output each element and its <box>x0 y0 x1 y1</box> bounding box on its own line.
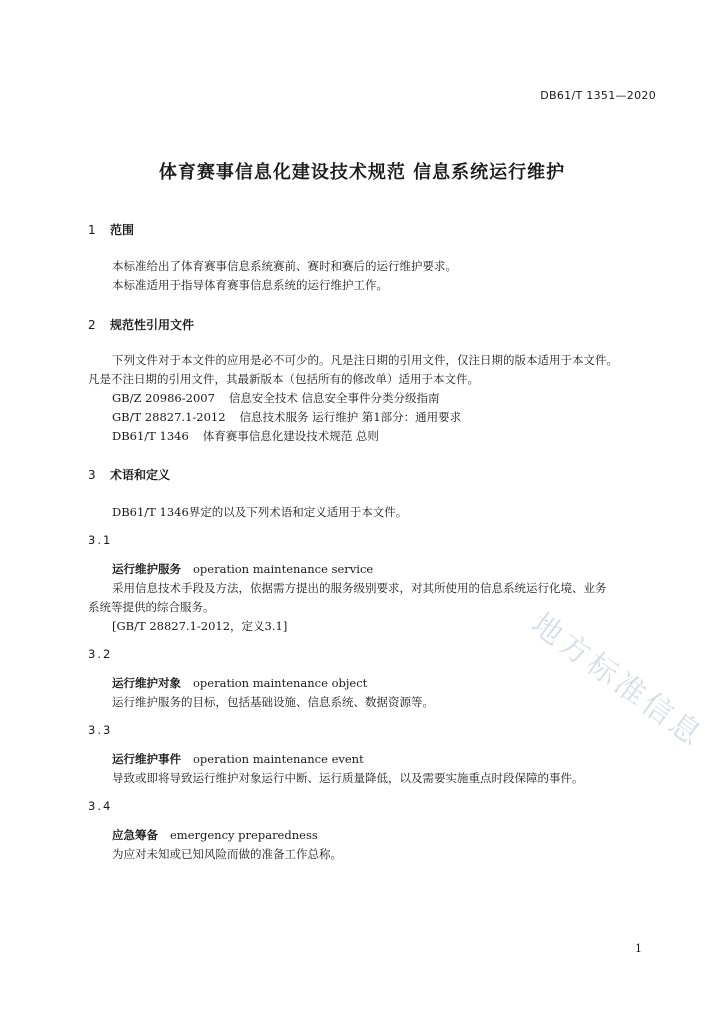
term-chinese: 运行维护事件 <box>112 752 181 766</box>
term-entry <box>112 675 367 691</box>
reference-code: DB61/T 1346 <box>112 429 189 443</box>
term-entry <box>112 751 364 767</box>
reference-name: 信息技术服务 运行维护 第1部分：通用要求 <box>239 410 462 424</box>
term-number: 3.1 <box>88 533 113 547</box>
term-chinese: 运行维护对象 <box>112 676 181 690</box>
section-3-heading <box>88 466 170 483</box>
term-number: 3.2 <box>88 647 113 661</box>
term-number: 3.4 <box>88 799 113 813</box>
term-definition: 采用信息技术手段及方法，依据需方提出的服务级别要求，对其所使用的信息系统运行化境、业务 <box>112 581 607 595</box>
paragraph: 下列文件对于本文件的应用是必不可少的。凡是注日期的引用文件，仅注日期的版本适用于本文件。 <box>112 353 618 367</box>
term-english: operation maintenance service <box>193 562 374 576</box>
document-title: 体育赛事信息化建设技术规范 信息系统运行维护 <box>158 162 566 183</box>
reference-item <box>112 390 440 406</box>
reference-code: GB/T 28827.1-2012 <box>112 410 226 424</box>
reference-code: GB/Z 20986-2007 <box>112 391 215 405</box>
term-definition: 系统等提供的综合服务。 <box>88 600 215 614</box>
term-english: emergency preparedness <box>170 828 318 842</box>
section-number: 1 <box>88 223 96 237</box>
section-title: 范围 <box>110 223 135 237</box>
paragraph: 凡是不注日期的引用文件，其最新版本（包括所有的修改单）适用于本文件。 <box>88 372 479 386</box>
page-number: 1 <box>635 942 642 955</box>
section-number: 2 <box>88 318 96 332</box>
watermark: 地方标准信息 <box>524 606 711 755</box>
paragraph: 本标准给出了体育赛事信息系统赛前、赛时和赛后的运行维护要求。 <box>112 259 457 273</box>
section-title: 术语和定义 <box>110 468 171 482</box>
term-number: 3.3 <box>88 723 113 737</box>
term-entry <box>112 827 318 843</box>
reference-name: 信息安全技术 信息安全事件分类分级指南 <box>228 391 440 405</box>
reference-item <box>112 428 379 444</box>
section-title: 规范性引用文件 <box>110 318 195 332</box>
reference-item <box>112 409 461 425</box>
section-1-heading <box>88 221 134 238</box>
term-english: operation maintenance object <box>193 676 368 690</box>
term-source: [GB/T 28827.1-2012，定义3.1] <box>112 619 288 633</box>
paragraph: DB61/T 1346界定的以及下列术语和定义适用于本文件。 <box>112 505 408 519</box>
term-chinese: 运行维护服务 <box>112 562 181 576</box>
section-number: 3 <box>88 468 96 482</box>
paragraph: 本标准适用于指导体育赛事信息系统的运行维护工作。 <box>112 278 388 292</box>
term-entry <box>112 561 373 577</box>
standard-code: DB61/T 1351—2020 <box>540 89 656 102</box>
section-2-heading <box>88 316 194 333</box>
reference-name: 体育赛事信息化建设技术规范 总则 <box>202 429 379 443</box>
term-english: operation maintenance event <box>193 752 364 766</box>
term-definition: 导致或即将导致运行维护对象运行中断、运行质量降低，以及需要实施重点时段保障的事件。 <box>112 771 584 785</box>
term-definition: 运行维护服务的目标，包括基础设施、信息系统、数据资源等。 <box>112 695 434 709</box>
term-chinese: 应急筹备 <box>112 828 158 842</box>
term-definition: 为应对未知或已知风险而做的准备工作总称。 <box>112 847 342 861</box>
